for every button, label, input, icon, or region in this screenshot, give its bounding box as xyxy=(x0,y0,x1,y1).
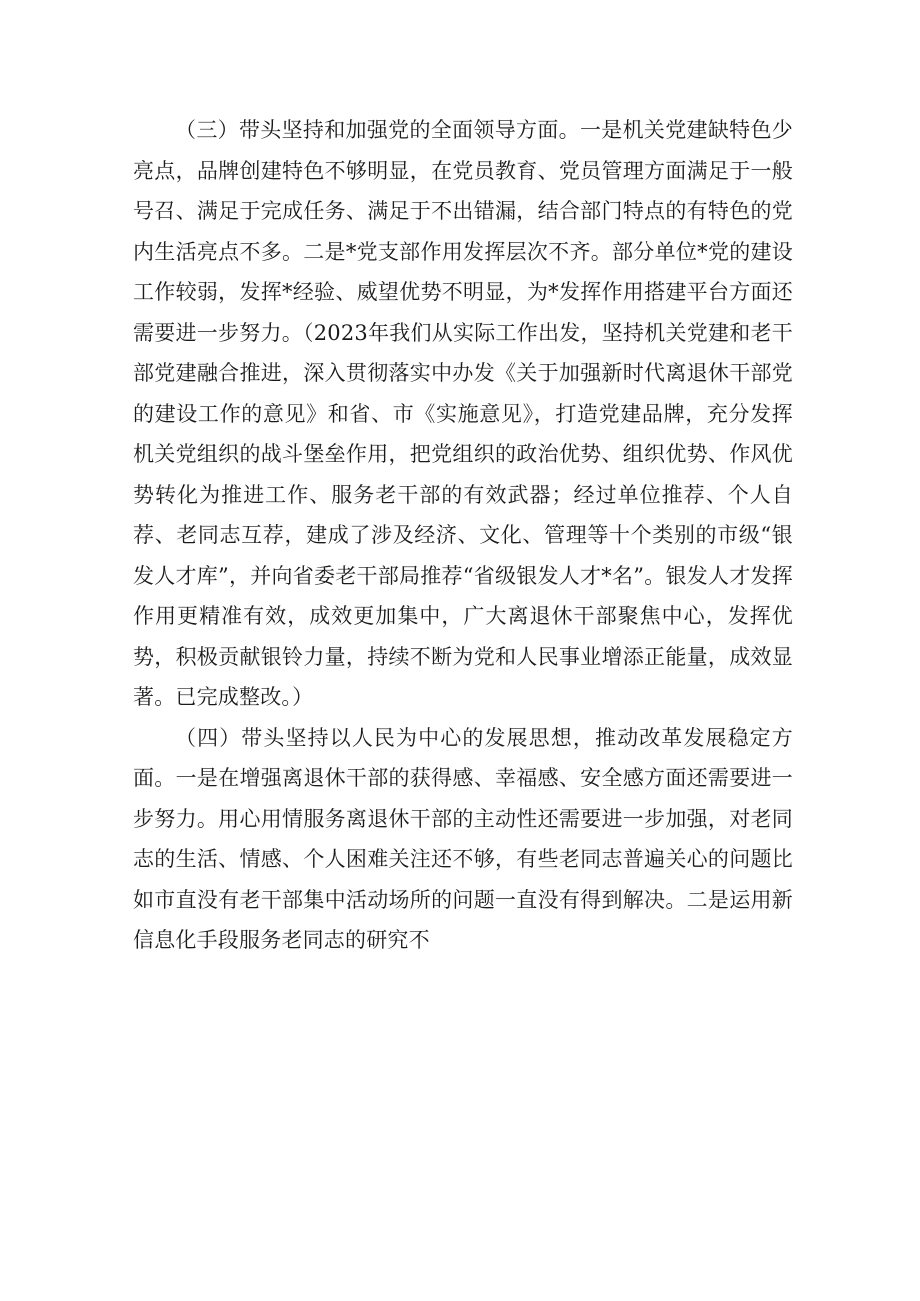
document-body xyxy=(133,110,793,961)
paragraph-section-four: （四）带头坚持以人民为中心的发展思想，推动改革发展稳定方面。一是在增强离退休干部的获得感、幸福感、安全感方面还需要进一步努力。用心用情服务离退休干部的主动性还需要进一步加强，对老同志的生活、情感、个人困难关注还不够，有些老同志普遍关心的问题比如市直没有老干部集中活动场所的问题一直没有得到解决。二是运用新信息化手段服务老同志的研究不 xyxy=(133,725,793,952)
paragraph-section-three: （三）带头坚持和加强党的全面领导方面。一是机关党建缺特色少亮点，品牌创建特色不够明显，在党员教育、党员管理方面满足于一般号召、满足于完成任务、满足于不出错漏，结合部门特点的有特色的党内生活亮点不多。二是*党支部作用发挥层次不齐。部分单位*党的建设工作较弱，发挥*经验、威望优势不明显，为*发挥作用搭建平台方面还需要进一步努力。（2023年我们从实际工作出发，坚持机关党建和老干部党建融合推进，深入贯彻落实中办发《关于加强新时代离退休干部党的建设工作的意见》和省、市《实施意见》，打造党建品牌，充分发挥机关党组织的战斗堡垒作用，把党组织的政治优势、组织优势、作风优势转化为推进工作、服务老干部的有效武器；经过单位推荐、个人自荐、老同志互荐，建成了涉及经济、文化、管理等十个类别的市级“银发人才库”，并向省委老干部局推荐“省级银发人才*名”。银发人才发挥作用更精准有效，成效更加集中，广大离退休干部聚焦中心，发挥优势，积极贡献银铃力量，持续不断为党和人民事业增添正能量，成效显著。已完成整改。） xyxy=(133,118,793,709)
